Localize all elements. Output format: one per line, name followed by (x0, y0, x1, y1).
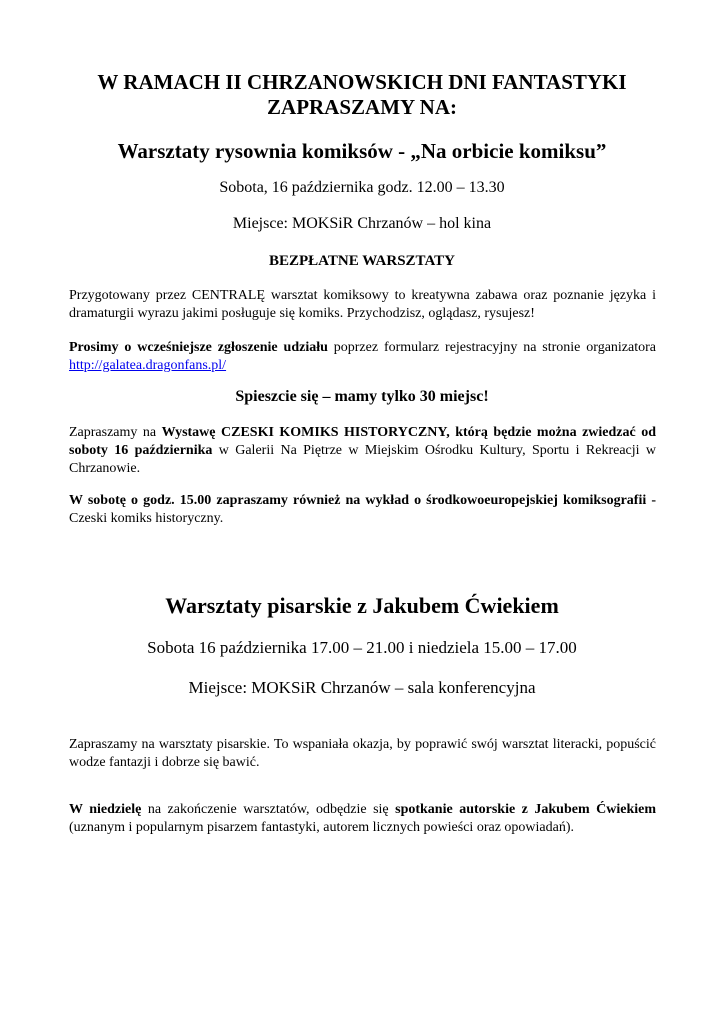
signup-text: poprzez formularz rejestracyjny na stronie organizatora (327, 340, 656, 355)
lecture-bold: W sobotę o godz. 15.00 zapraszamy również na wykład o środkowoeuropejskiej komiksografii - (69, 493, 656, 508)
sunday-text: na zakończenie warsztatów, odbędzie się (141, 802, 396, 817)
header-line-2: ZAPRASZAMY NA: (267, 95, 457, 119)
signup-paragraph (69, 339, 656, 375)
hurry-notice: Spieszcie się – mamy tylko 30 miejsc! (235, 388, 489, 405)
sunday-bold: W niedzielę (69, 802, 142, 817)
header-line-1: W RAMACH II CHRZANOWSKICH DNI FANTASTYKI (97, 70, 627, 94)
workshop1-title: Warsztaty rysownia komiksów - „Na orbicie komiksu” (117, 139, 607, 163)
workshop2-place: Miejsce: MOKSiR Chrzanów – sala konferencyjna (188, 678, 536, 697)
signup-bold: Prosimy o wcześniejsze zgłoszenie udziału (69, 340, 328, 355)
workshop2-date: Sobota 16 października 17.00 – 21.00 i niedziela 15.00 – 17.00 (147, 638, 577, 657)
header (0, 70, 724, 120)
author-meeting-paragraph (69, 801, 656, 837)
workshop1-description: Przygotowany przez CENTRALĘ warsztat komiksowy to kreatywna zabawa oraz poznanie języka i dramaturgii wyrazu jakimi posługuje się komiks. Przychodzisz, oglądasz, rysujesz! (69, 288, 656, 321)
exhibition-bold: Wystawę CZESKI KOMIKS HISTORYCZNY, którą będzie można zwiedzać od soboty 16 października (69, 425, 656, 458)
workshop1-date: Sobota, 16 października godz. 12.00 – 13.30 (219, 179, 505, 196)
exhibition-text: w Galerii Na Piętrze w Miejskim Ośrodku Kultury, Sportu i Rekreacji w Chrzanowie. (69, 443, 656, 476)
workshop1-place: Miejsce: MOKSiR Chrzanów – hol kina (232, 215, 492, 232)
author-meeting-bold: spotkanie autorskie z Jakubem Ćwiekiem (395, 802, 656, 817)
free-workshops-label: BEZPŁATNE WARSZTATY (268, 253, 456, 269)
author-description: (uznanym i popularnym pisarzem fantastyki, autorem licznych powieści oraz opowiadań). (69, 820, 574, 835)
lecture-text: Czeski komiks historyczny. (69, 511, 224, 526)
exhibition-paragraph (69, 424, 656, 478)
workshop2-title: Warsztaty pisarskie z Jakubem Ćwiekiem (165, 593, 559, 618)
workshop2-description: Zapraszamy na warsztaty pisarskie. To wspaniała okazja, by poprawić swój warsztat literacki, popuścić wodze fantazji i dobrze się bawić. (69, 737, 656, 770)
organizer-link[interactable]: http://galatea.dragonfans.pl/ (69, 358, 227, 373)
lecture-paragraph (69, 492, 656, 528)
exhibition-pre: Zapraszamy na (69, 425, 162, 440)
